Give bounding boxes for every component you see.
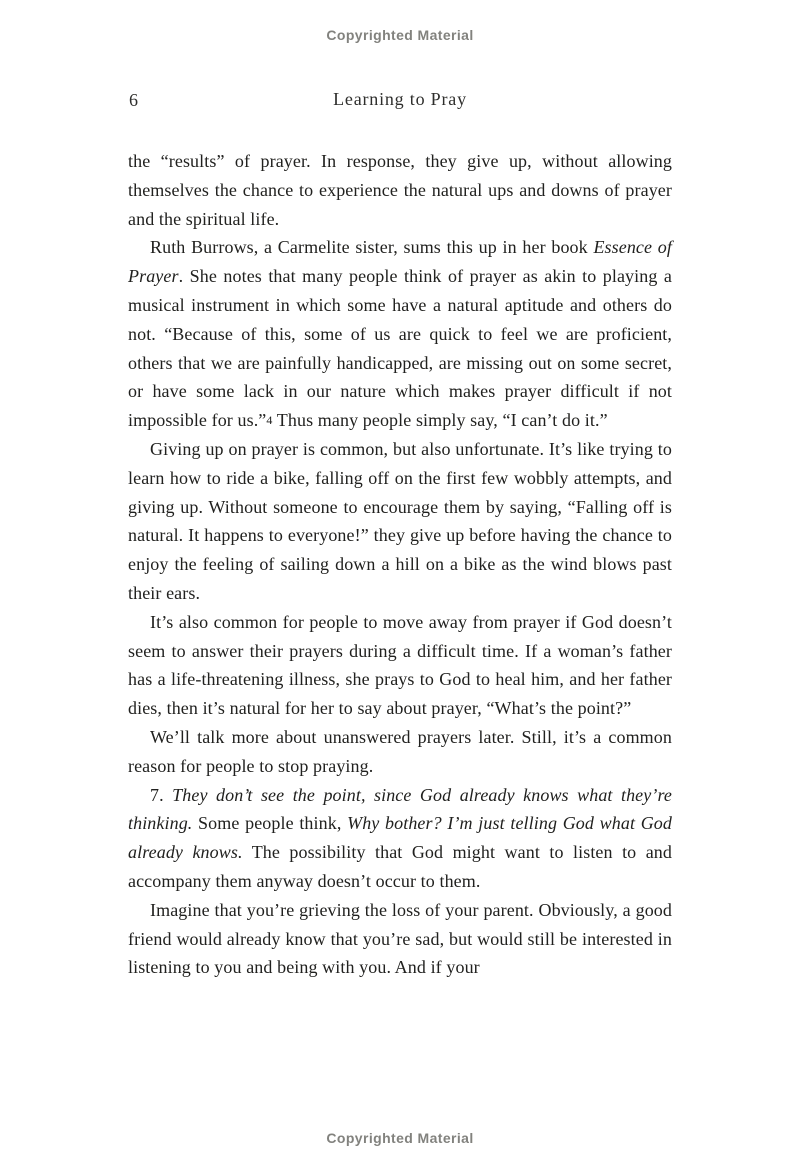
footnote-marker: 4 [266,413,273,428]
text-segment: 7. [150,784,173,805]
watermark-bottom: Copyrighted Material [326,1130,474,1146]
text-segment: Imagine that you’re grieving the loss of your parent. Obviously, a good friend would already know that you’re sad, but would still be interested in listening to you and being with you. And if your [128,899,672,978]
text-segment: Some people think, [192,813,348,834]
text-segment: the “results” of prayer. In response, they give up, without allowing themselves the chance to experience the natural ups and downs of prayer and the spiritual life. [128,151,672,229]
text-segment: They don’t see the point, since God already knows what they’re thinking. [128,784,672,834]
text-segment: We’ll talk more about unanswered prayers later. Still, it’s a common reason for people to stop praying. [128,726,672,776]
paragraph [128,723,672,781]
running-header-title: Learning to Pray [333,89,467,109]
body-text [128,147,672,982]
paragraph [128,781,672,896]
paragraph [128,233,672,435]
paragraph [128,147,672,233]
paragraph [128,608,672,723]
text-segment: Why bother? I’m just telling God what God already knows. [128,813,673,863]
running-header [128,89,672,113]
watermark-top: Copyrighted Material [326,27,474,43]
text-segment: Thus many people simply say, “I can’t do it.” [272,410,608,431]
text-segment: The possibility that God might want to listen to and accompany them anyway doesn’t occur to them. [128,842,673,891]
page-number: 6 [129,90,138,110]
text-segment: Essence of Prayer [128,237,672,287]
text-segment: Ruth Burrows, a Carmelite sister, sums this up in her book [150,237,594,258]
paragraph [128,435,672,608]
paragraph [128,896,672,982]
text-segment: It’s also common for people to move away from prayer if God doesn’t seem to answer their prayers during a difficult time. If a woman’s father has a life-threatening illness, she prays to God to heal him, and her father dies, then it’s natural for her to say about prayer, “What’s the point?” [128,611,672,719]
text-segment: Giving up on prayer is common, but also unfortunate. It’s like trying to learn how to ride a bike, falling off on the first few wobbly attempts, and giving up. Without someone to encourage them by saying, “Falling off is natural. It happens to everyone!” they give up before having the chance to enjoy the feeling of sailing down a hill on a bike as the wind blows past their ears. [128,438,672,603]
text-segment: . She notes that many people think of prayer as akin to playing a musical instrument in which some have a natural aptitude and others do not. “Because of this, some of us are quick to feel we are proficient, others that we are painfully handicapped, are missing out on some secret, or have some lack in our nature which makes prayer difficult if not impossible for us.” [128,266,672,431]
